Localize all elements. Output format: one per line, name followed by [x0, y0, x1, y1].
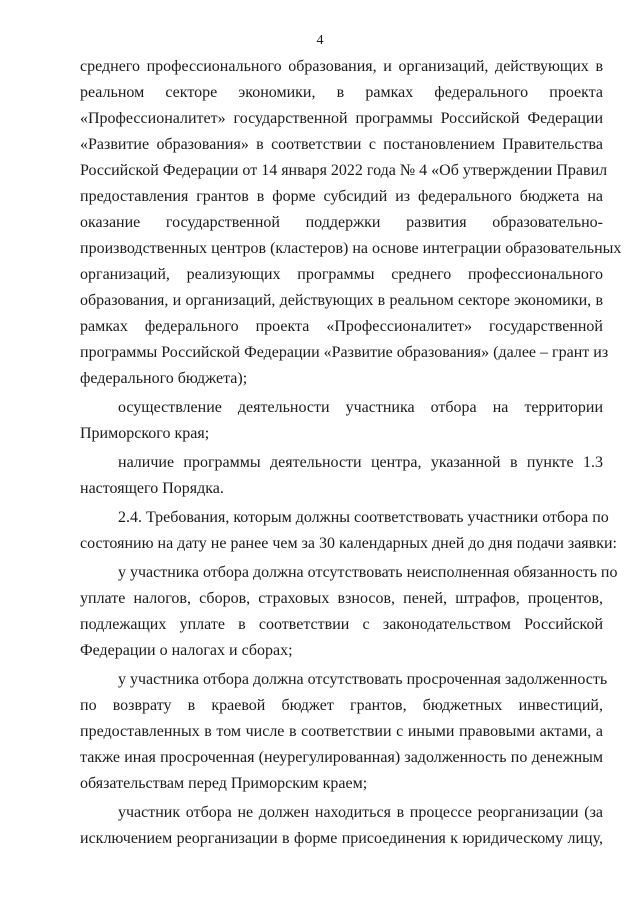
text-line: «Развитие образования» в соответствии с постановлением Правительства: [80, 136, 603, 153]
text-line: осуществление деятельности участника отбора на территории: [118, 399, 603, 416]
text-line: уплате налогов, сборов, страховых взносов, пеней, штрафов, процентов,: [80, 590, 603, 607]
text-line: Приморского края;: [80, 425, 210, 442]
text-line: по возврату в краевой бюджет грантов, бюджетных инвестиций,: [80, 697, 603, 714]
text-line: подлежащих уплате в соответствии с законодательством Российской: [80, 616, 603, 633]
text-line: участник отбора не должен находиться в процессе реорганизации (за: [118, 804, 603, 821]
text-line: состоянию на дату не ранее чем за 30 календарных дней до дня подачи заявки:: [80, 535, 617, 552]
text-line: федерального бюджета);: [80, 370, 248, 387]
text-line: среднего профессионального образования, и организаций, действующих в: [80, 58, 603, 75]
text-line: оказание государственной поддержки развития образовательно-: [80, 214, 603, 231]
page-number: 4: [316, 33, 324, 48]
text-line: организаций, реализующих программы среднего профессионального: [80, 266, 603, 283]
text-line: у участника отбора должна отсутствовать неисполненная обязанность по: [118, 564, 618, 581]
text-line: исключением реорганизации в форме присоединения к юридическому лицу,: [80, 830, 603, 847]
text-line: Федерации о налогах и сборах;: [80, 642, 293, 659]
text-line: настоящего Порядка.: [80, 480, 224, 497]
text-line: реальном секторе экономики, в рамках федерального проекта: [80, 84, 603, 101]
text-line: рамках федерального проекта «Профессионалитет» государственной: [80, 318, 603, 335]
text-line: программы Российской Федерации «Развитие образования» (далее – грант из: [80, 344, 609, 361]
text-line: обязательствам перед Приморским краем;: [80, 775, 368, 792]
text-line: предоставленных в том числе в соответствии с иными правовыми актами, а: [80, 723, 603, 740]
text-line: наличие программы деятельности центра, указанной в пункте 1.3: [118, 454, 603, 471]
text-line: производственных центров (кластеров) на основе интеграции образовательных: [80, 240, 622, 257]
text-line: «Профессионалитет» государственной программы Российской Федерации: [80, 110, 603, 127]
text-line: 2.4. Требования, которым должны соответствовать участники отбора по: [118, 509, 609, 526]
text-line: Российской Федерации от 14 января 2022 года № 4 «Об утверждении Правил: [80, 162, 608, 179]
text-line: образования, и организаций, действующих в реальном секторе экономики, в: [80, 292, 603, 309]
text-line: также иная просроченная (неурегулированная) задолженность по денежным: [80, 749, 603, 766]
text-line: у участника отбора должна отсутствовать просроченная задолженность: [118, 671, 608, 688]
text-line: предоставления грантов в форме субсидий из федерального бюджета на: [80, 188, 603, 205]
